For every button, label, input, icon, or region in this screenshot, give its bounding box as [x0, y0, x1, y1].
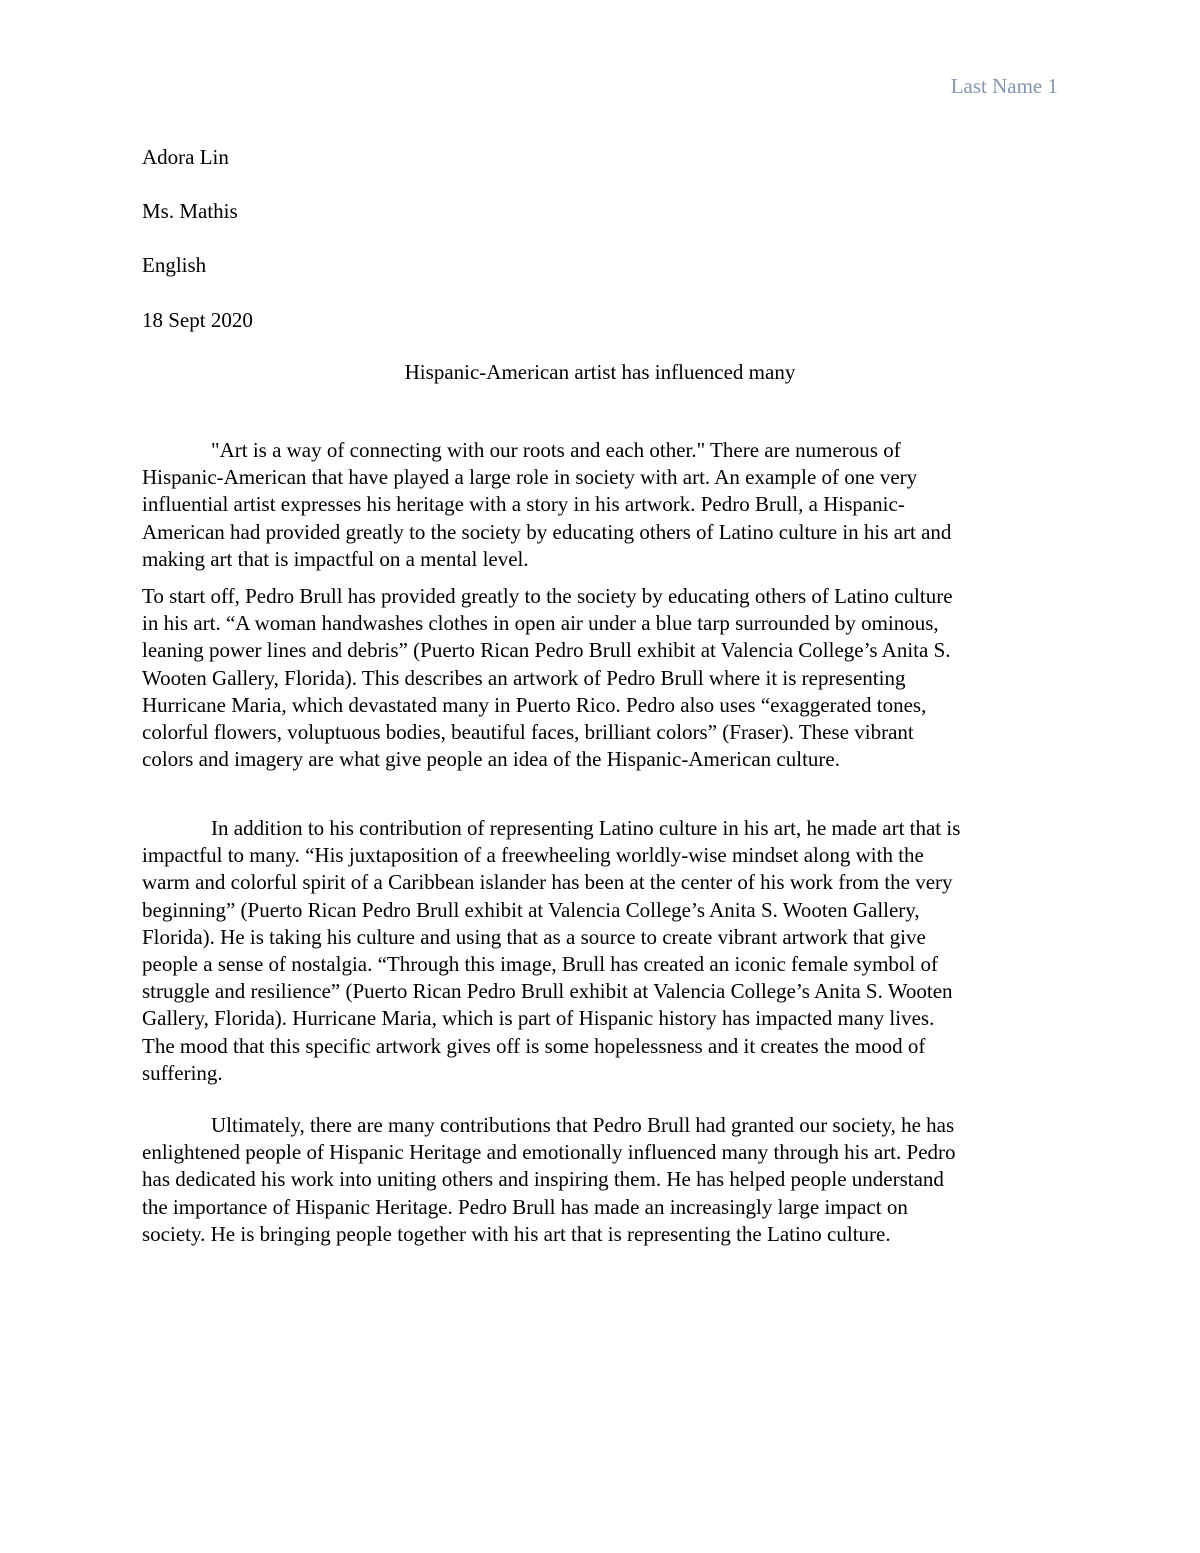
paragraph-line: Hispanic-American that have played a large role in society with art. An example of one very	[142, 465, 918, 490]
paragraph-line: To start off, Pedro Brull has provided greatly to the society by educating others of Latino culture	[142, 584, 953, 608]
paragraph-line: influential artist expresses his heritage with a story in his artwork. Pedro Brull, a Hispanic-	[142, 492, 905, 517]
student-name: Adora Lin	[142, 145, 229, 169]
paragraph-line: warm and colorful spirit of a Caribbean islander has been at the center of his work from the very	[142, 870, 953, 895]
teacher-name: Ms. Mathis	[142, 199, 238, 223]
paragraph-line: has dedicated his work into uniting others and inspiring them. He has helped people understand	[142, 1167, 944, 1192]
paragraph-line: people a sense of nostalgia. “Through this image, Brull has created an iconic female symbol of	[142, 951, 939, 976]
paragraph-line: Florida). He is taking his culture and using that as a source to create vibrant artwork that give	[142, 924, 926, 949]
course-name: English	[142, 253, 207, 277]
paragraph-line: Wooten Gallery, Florida). This describes an artwork of Pedro Brull where it is representing	[142, 665, 906, 690]
paragraph-line: society. He is bringing people together with his art that is representing the Latino culture.	[142, 1221, 891, 1246]
paragraph-conclusion	[142, 1112, 1062, 1248]
paragraph-line: In addition to his contribution of representing Latino culture in his art, he made art that is	[211, 816, 961, 840]
paragraph-line: leaning power lines and debris” (Puerto Rican Pedro Brull exhibit at Valencia College’s Anita S.	[142, 638, 951, 663]
paragraph-line: enlightened people of Hispanic Heritage and emotionally influenced many through his art. Pedro	[142, 1140, 956, 1165]
paragraph-body-two	[142, 815, 1062, 1087]
paragraph-line: in his art. “A woman handwashes clothes in open air under a blue tarp surrounded by ominous,	[142, 611, 939, 636]
paragraph-line: impactful to many. “His juxtaposition of a freewheeling worldly-wise mindset along with the	[142, 843, 924, 868]
paragraph-line: colorful flowers, voluptuous bodies, beautiful faces, brilliant colors” (Fraser). These vibrant	[142, 719, 914, 744]
paragraph-line: American had provided greatly to the society by educating others of Latino culture in his art and	[142, 519, 952, 544]
paragraph-line: colors and imagery are what give people an idea of the Hispanic-American culture.	[142, 747, 840, 772]
paragraph-line: beginning” (Puerto Rican Pedro Brull exhibit at Valencia College’s Anita S. Wooten Gallery,	[142, 897, 920, 922]
paragraph-line: "Art is a way of connecting with our roots and each other." There are numerous of	[211, 438, 901, 462]
paragraph-line: The mood that this specific artwork gives off is some hopelessness and it creates the mood of	[142, 1033, 926, 1058]
paragraph-intro	[142, 437, 1062, 573]
paragraph-line: making art that is impactful on a mental level.	[142, 546, 529, 571]
paragraph-line: Gallery, Florida). Hurricane Maria, which is part of Hispanic history has impacted many lives.	[142, 1006, 935, 1031]
paragraph-line: Hurricane Maria, which devastated many in Puerto Rico. Pedro also uses “exaggerated tones,	[142, 692, 927, 717]
page-header-label: Last Name 1	[950, 74, 1058, 98]
paragraph-line: Ultimately, there are many contributions that Pedro Brull had granted our society, he has	[211, 1113, 955, 1137]
paragraph-line: suffering.	[142, 1060, 223, 1085]
paragraph-line: struggle and resilience” (Puerto Rican Pedro Brull exhibit at Valencia College’s Anita S. Wooten	[142, 979, 953, 1004]
essay-date: 18 Sept 2020	[142, 308, 253, 332]
paragraph-body-one	[142, 583, 1062, 773]
essay-title: Hispanic-American artist has influenced many	[404, 360, 796, 384]
paragraph-line: the importance of Hispanic Heritage. Pedro Brull has made an increasingly large impact on	[142, 1194, 908, 1219]
